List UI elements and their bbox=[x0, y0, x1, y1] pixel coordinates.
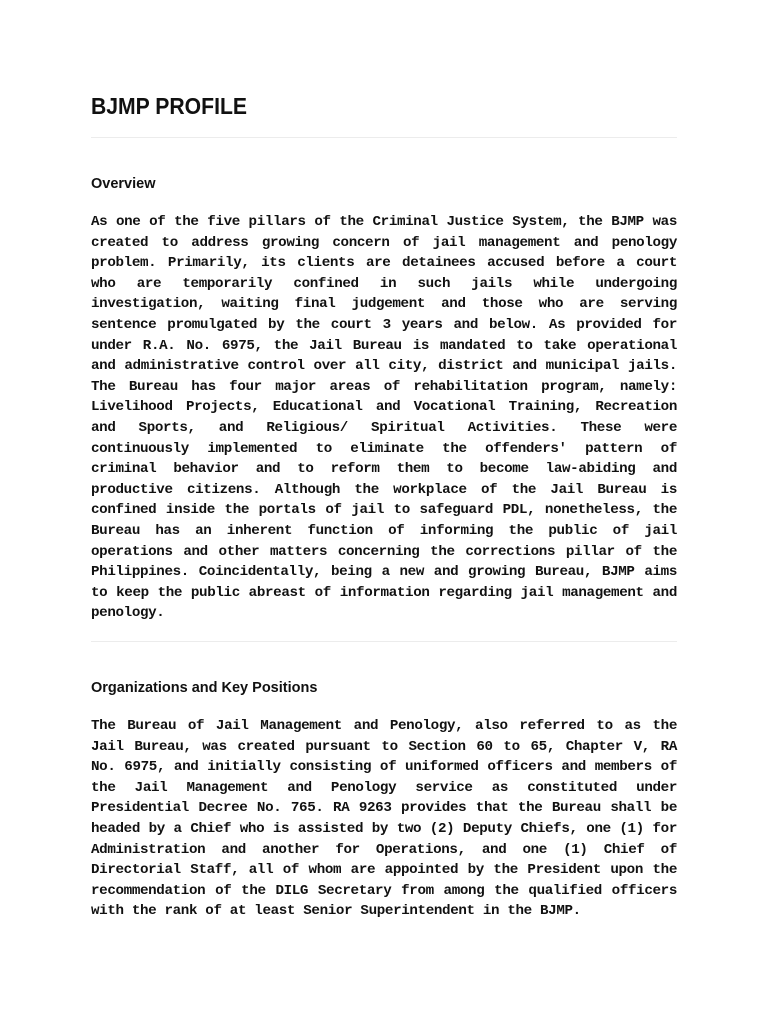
section-divider bbox=[91, 641, 677, 642]
title-divider bbox=[91, 137, 677, 138]
page-title: BJMP PROFILE bbox=[91, 93, 247, 119]
section-body-organizations: The Bureau of Jail Management and Penology, also referred to as the Jail Bureau, was created pursuant to Section 60 to 65, Chapter V, RA No. 6975, and initially consisting of uniformed officers and members of the Jail Management and Penology service as constituted under Presidential Decree No. 765. RA 9263 provides that the Bureau shall be headed by a Chief who is assisted by two (2) Deputy Chiefs, one (1) for Administration and another for Operations, and one (1) Chief of Directorial Staff, all of whom are appointed by the President upon the recommendation of the DILG Secretary from among the qualified officers with the rank of at least Senior Superintendent in the BJMP. bbox=[91, 718, 677, 920]
section-heading-overview: Overview bbox=[91, 176, 156, 192]
section-heading-organizations: Organizations and Key Positions bbox=[91, 680, 318, 696]
section-body-overview: As one of the five pillars of the Criminal Justice System, the BJMP was created to address growing concern of jail management and penology problem. Primarily, its clients are detainees accused before a court who are temporarily confined in such jails while undergoing investigation, waiting final judgement and those who are serving sentence promulgated by the court 3 years and below. As provided for under R.A. No. 6975, the Jail Bureau is mandated to take operational and administrative control over all city, district and municipal jails. The Bureau has four major areas of rehabilitation program, namely: Livelihood Projects, Educational and Vocational Training, Recreation and Sports, and Religious/ Spiritual Activities. These were continuously implemented to eliminate the offenders' pattern of criminal behavior and to reform them to become law-abiding and productive citizens. Although the workplace of the Jail Bureau is confined inside the portals of jail to safeguard PDL, nonetheless, the Bureau has an inherent function of informing the public of jail operations and other matters concerning the corrections pillar of the Philippines. Coincidentally, being a new and growing Bureau, BJMP aims to keep the public abreast of information regarding jail management and penology. bbox=[91, 214, 677, 622]
